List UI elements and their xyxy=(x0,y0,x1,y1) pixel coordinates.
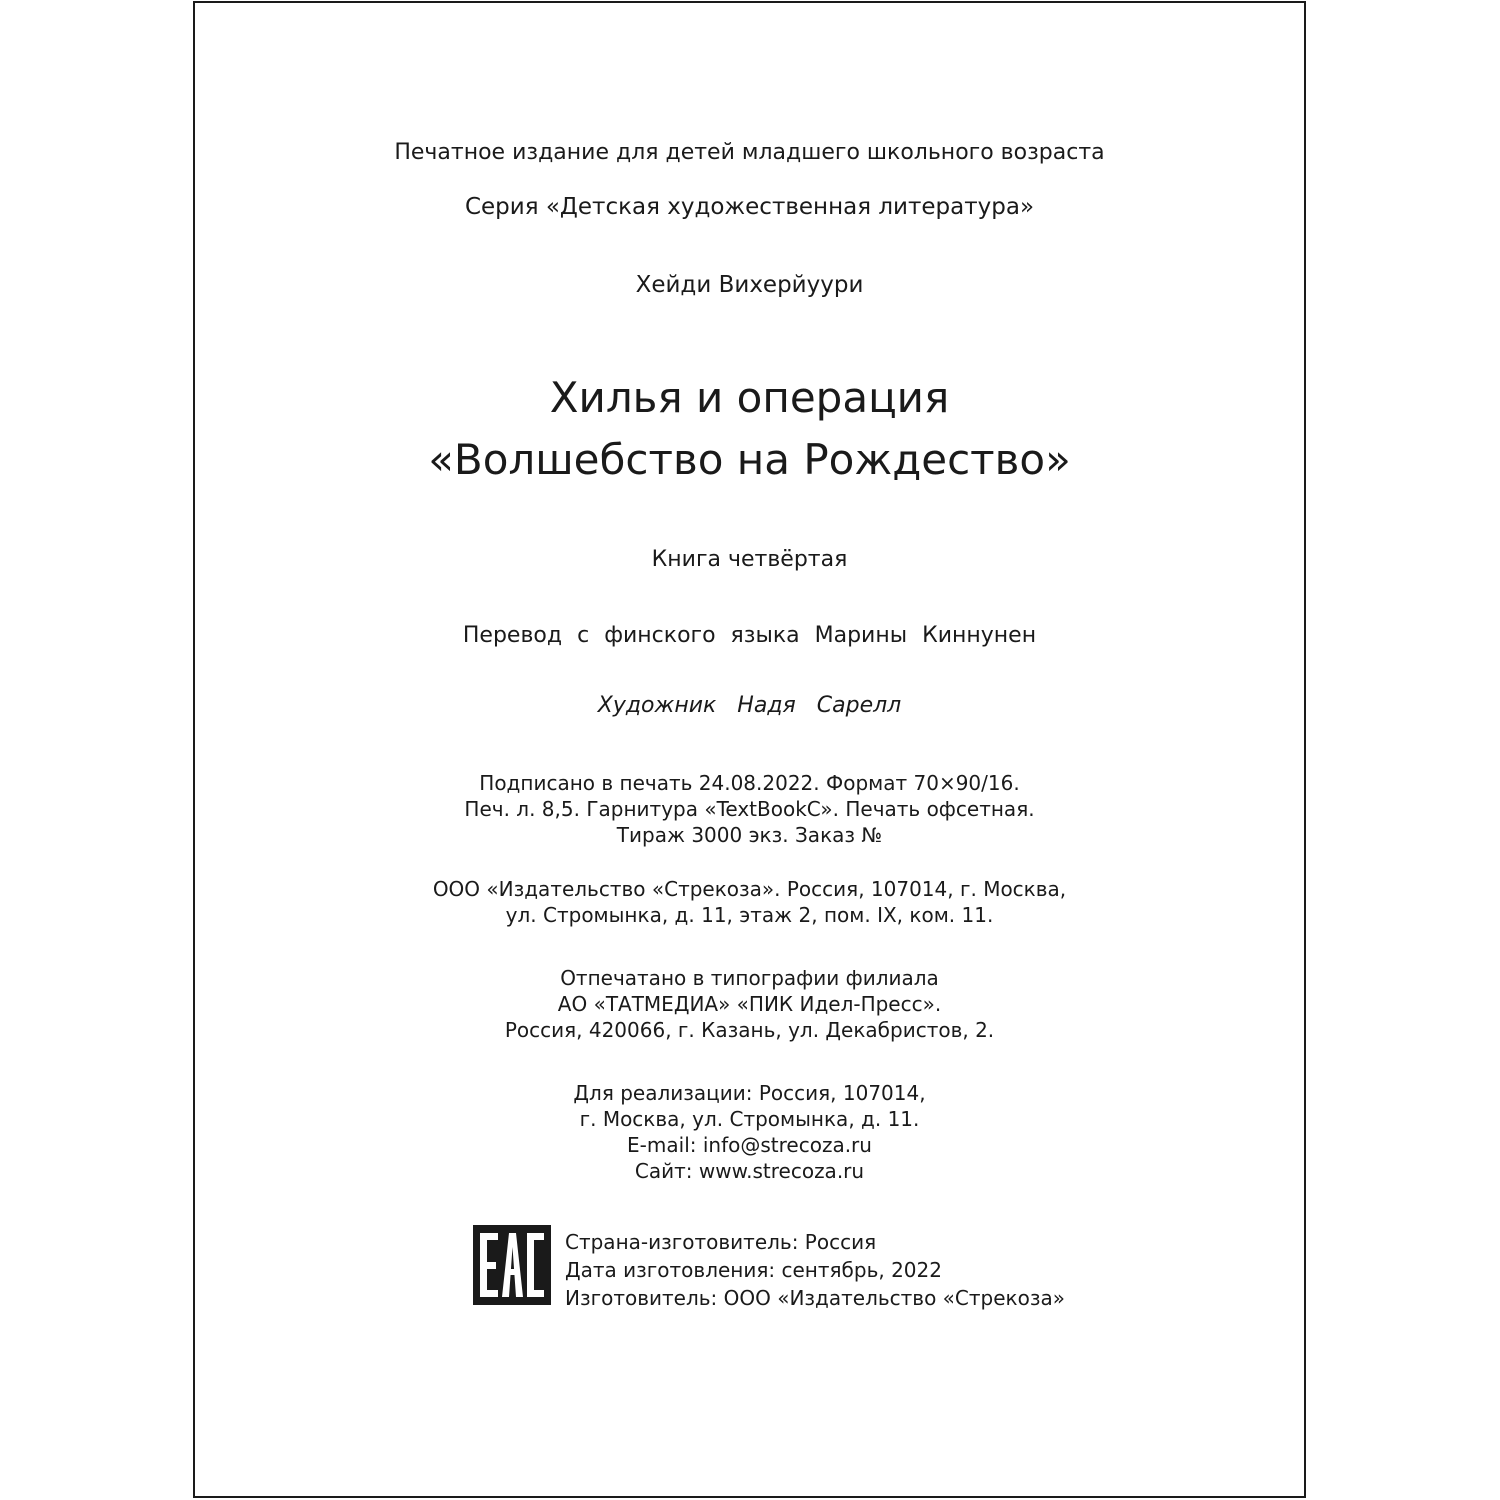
illustrator-credit: Художник Надя Сарелл xyxy=(597,693,902,718)
publisher-line: ООО «Издательство «Стрекоза». Россия, 107014, г. Москва, xyxy=(432,877,1067,901)
book-title-line-2: «Волшебство на Рождество» xyxy=(428,435,1071,484)
distribution-line: Для реализации: Россия, 107014, xyxy=(573,1081,926,1105)
website-line: Сайт: www.strecoza.ru xyxy=(634,1159,865,1183)
printing-house-line: Россия, 420066, г. Казань, ул. Декабристов, 2. xyxy=(504,1018,995,1042)
publisher-line: ул. Стромынка, д. 11, этаж 2, пом. IX, ком. 11. xyxy=(505,903,994,927)
print-info-line: Подписано в печать 24.08.2022. Формат 70×90/16. xyxy=(479,771,1020,795)
manufacture-date: Дата изготовления: сентябрь, 2022 xyxy=(565,1258,942,1282)
translation-credit: Перевод с финского языка Марины Киннунен xyxy=(462,623,1037,648)
series-name: Серия «Детская художественная литература» xyxy=(464,194,1035,220)
distribution-line: г. Москва, ул. Стромынка, д. 11. xyxy=(579,1107,920,1131)
book-title-line-1: Хилья и операция xyxy=(549,373,950,422)
printing-house-block xyxy=(195,965,1304,1043)
author-name: Хейди Вихерйуури xyxy=(635,272,864,298)
print-info-block xyxy=(195,770,1304,848)
edition-type: Печатное издание для детей младшего школьного возраста xyxy=(394,140,1105,165)
manufacturer-name: Изготовитель: ООО «Издательство «Стрекоза» xyxy=(565,1286,1065,1310)
printing-house-line: АО «ТАТМЕДИА» «ПИК Идел-Пресс». xyxy=(557,992,942,1016)
distribution-block xyxy=(195,1080,1304,1184)
imprint-page xyxy=(193,1,1306,1498)
manufacturer-block xyxy=(565,1228,1065,1312)
email-line: E-mail: info@strecoza.ru xyxy=(627,1133,872,1157)
print-info-line: Тираж 3000 экз. Заказ № xyxy=(616,823,883,847)
book-number: Книга четвёртая xyxy=(651,547,848,572)
publisher-block xyxy=(195,876,1304,928)
print-info-line: Печ. л. 8,5. Гарнитура «TextBookC». Печать офсетная. xyxy=(464,797,1035,821)
manufacturer-country: Страна-изготовитель: Россия xyxy=(565,1230,877,1254)
eac-mark-icon xyxy=(473,1225,551,1305)
printing-house-line: Отпечатано в типографии филиала xyxy=(560,966,939,990)
